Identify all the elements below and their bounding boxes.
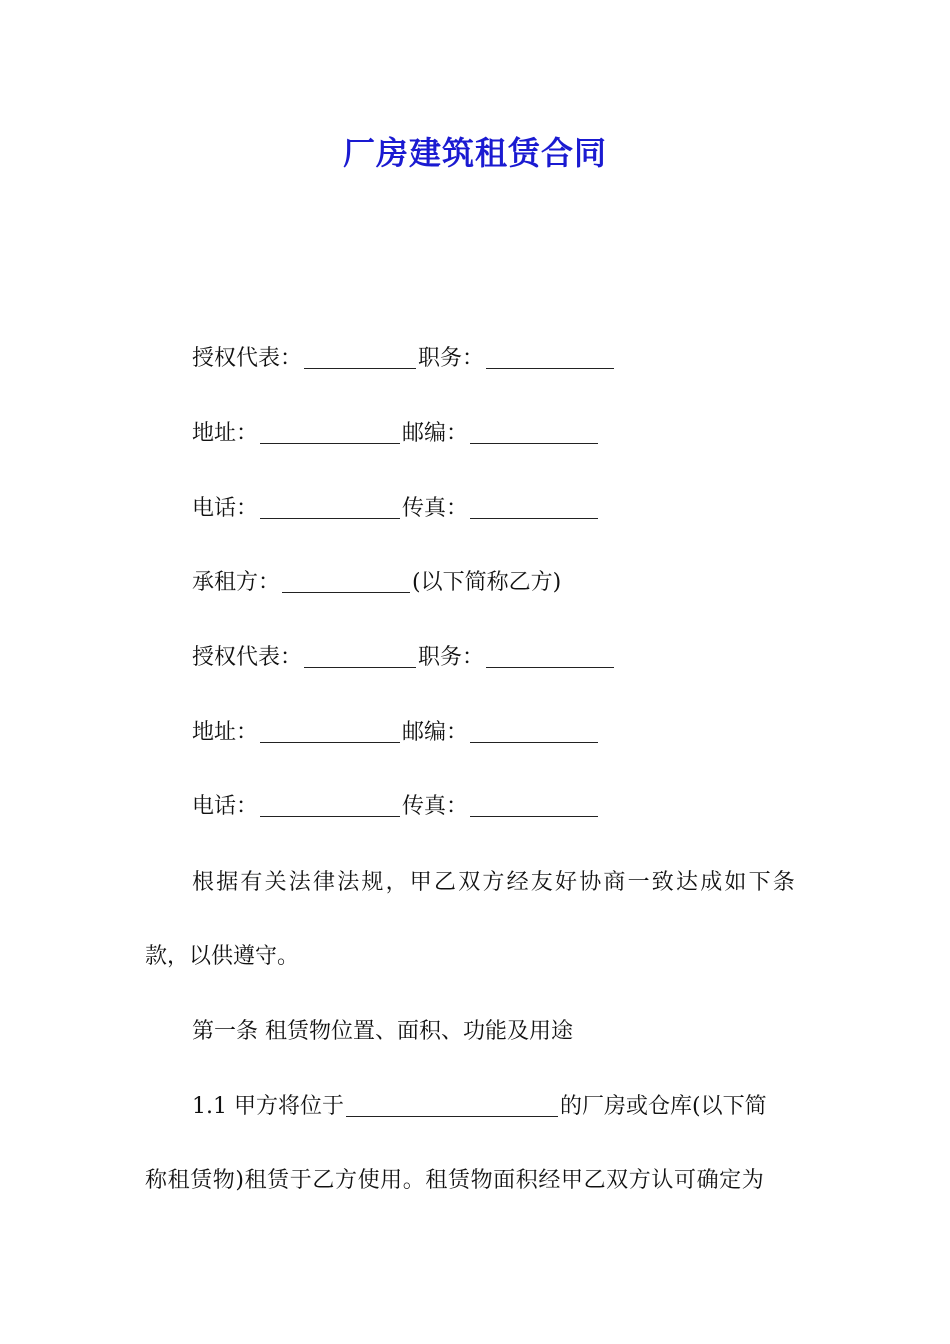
lessee-blank[interactable]: [282, 570, 410, 593]
clause-suffix: 的厂房或仓库(以下简: [559, 1094, 767, 1119]
position-label: 职务：: [418, 346, 485, 371]
lessor-phone-row: [192, 494, 600, 524]
rep-label: 授权代表：: [192, 346, 303, 371]
position-blank[interactable]: [486, 645, 614, 668]
location-blank[interactable]: [346, 1094, 558, 1117]
fax-blank[interactable]: [470, 794, 598, 817]
intro-line-2: 款，以供遵守。: [145, 944, 300, 969]
address-blank[interactable]: [260, 720, 400, 743]
address-label: 地址：: [192, 720, 259, 745]
postcode-blank[interactable]: [470, 421, 598, 444]
clause-prefix: 1.1 甲方将位于: [192, 1094, 344, 1119]
lessee-address-row: [192, 718, 600, 748]
rep-label: 授权代表：: [192, 645, 303, 670]
phone-blank[interactable]: [260, 496, 400, 519]
phone-label: 电话：: [192, 496, 259, 521]
intro-line-1: 根据有关法律法规，甲乙双方经友好协商一致达成如下条: [192, 870, 798, 895]
address-label: 地址：: [192, 421, 259, 446]
postcode-label: 邮编：: [402, 421, 469, 446]
fax-blank[interactable]: [470, 496, 598, 519]
lessee-label: 承租方：: [192, 570, 281, 595]
lessor-address-row: [192, 419, 600, 449]
position-blank[interactable]: [486, 346, 614, 369]
rep-blank[interactable]: [304, 346, 416, 369]
lessee-alias: (以下简称乙方): [412, 570, 562, 595]
lessee-row: [192, 568, 561, 598]
phone-label: 电话：: [192, 794, 259, 819]
page-title: 厂房建筑租赁合同: [342, 134, 607, 172]
postcode-label: 邮编：: [402, 720, 469, 745]
lessee-rep-row: [192, 643, 616, 673]
clause-1-1-line-1: [192, 1092, 767, 1122]
clause-1-1-line-2: 称租赁物)租赁于乙方使用。租赁物面积经甲乙双方认可确定为: [145, 1168, 765, 1193]
article-1-heading: 第一条 租赁物位置、面积、功能及用途: [192, 1019, 573, 1044]
fax-label: 传真：: [402, 496, 469, 521]
postcode-blank[interactable]: [470, 720, 598, 743]
rep-blank[interactable]: [304, 645, 416, 668]
lessee-phone-row: [192, 792, 600, 822]
phone-blank[interactable]: [260, 794, 400, 817]
fax-label: 传真：: [402, 794, 469, 819]
lessor-rep-row: [192, 344, 616, 374]
position-label: 职务：: [418, 645, 485, 670]
address-blank[interactable]: [260, 421, 400, 444]
